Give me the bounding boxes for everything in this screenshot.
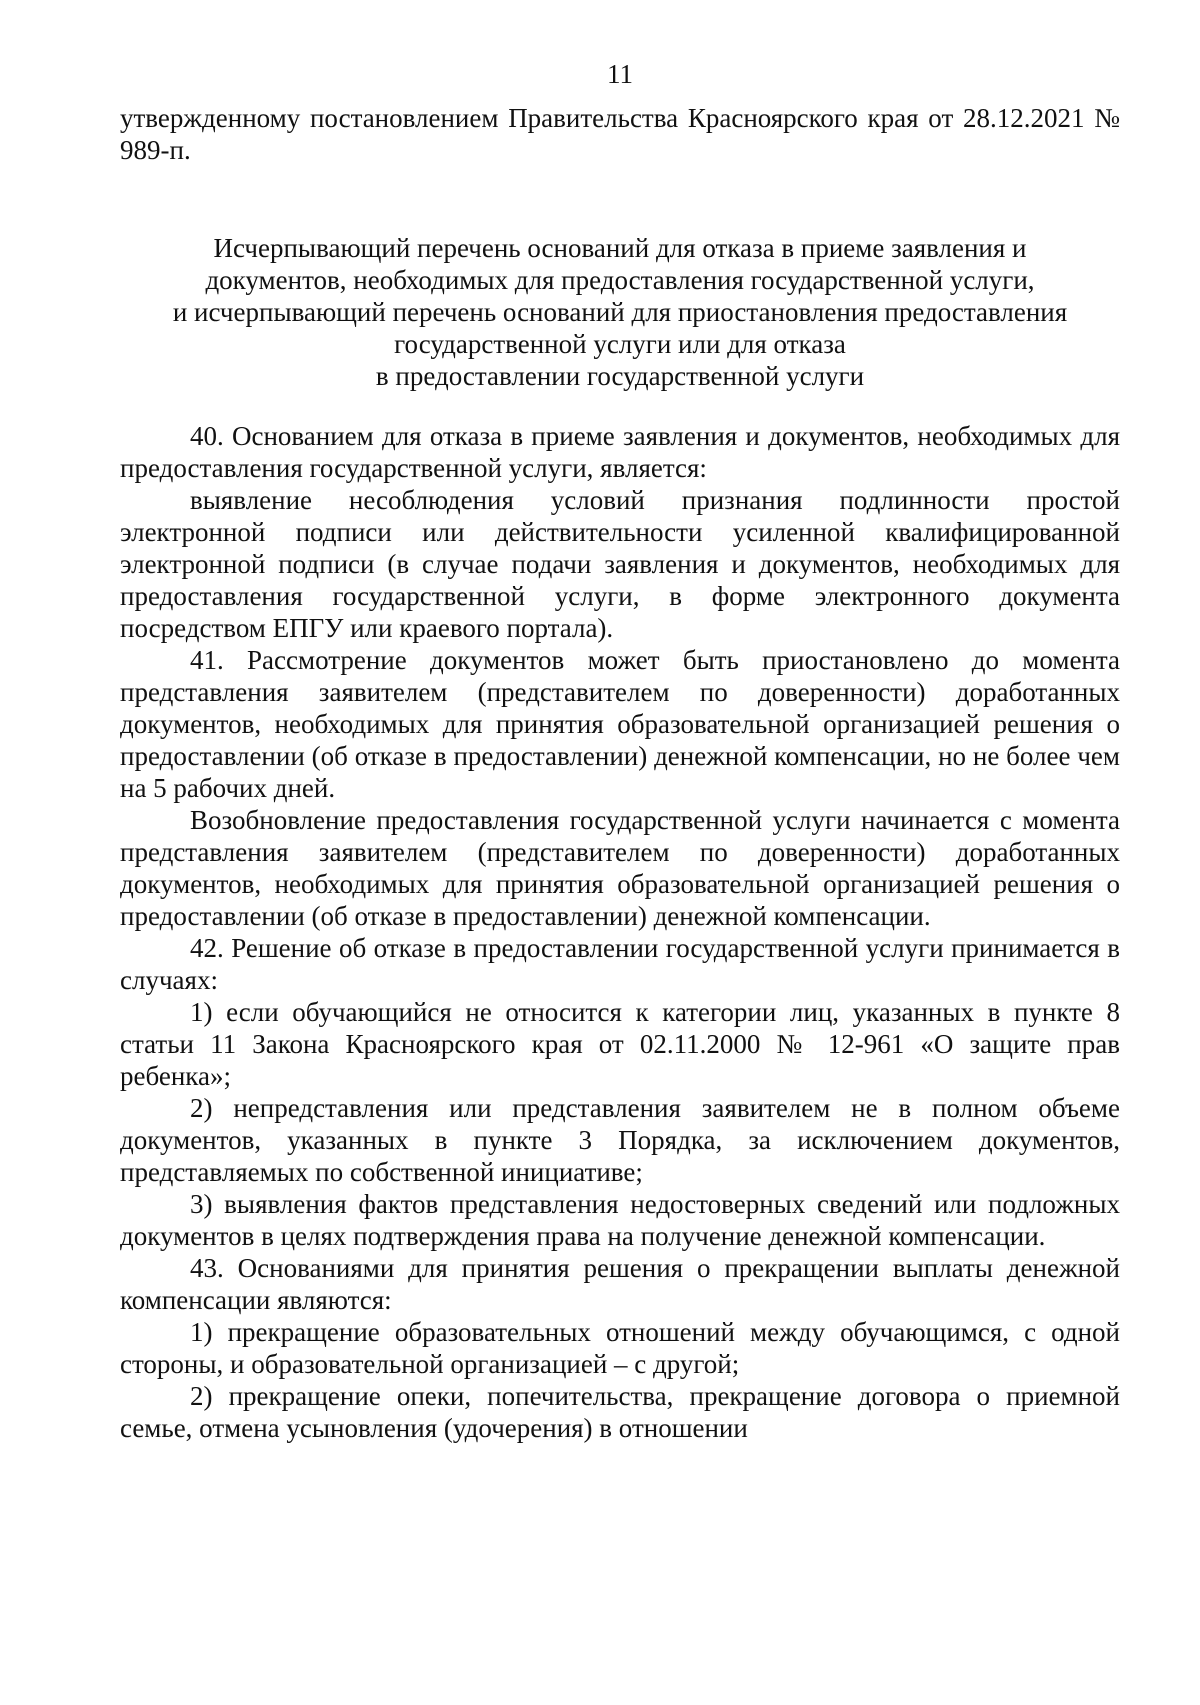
paragraph-42-item-1: 1) если обучающийся не относится к категории лиц, указанных в пункте 8 статьи 11 Закона Красноярского края от 02.11.2000 № 12-961 «О защите прав ребенка»;: [120, 997, 1120, 1091]
heading-line: в предоставлении государственной услуги: [375, 361, 865, 391]
paragraph-42: 42. Решение об отказе в предоставлении государственной услуги принимается в случаях:: [120, 933, 1120, 995]
paragraph-42-item-2: 2) непредставления или представления заявителем не в полном объеме документов, указанных в пункте 3 Порядка, за исключением документов, представляемых по собственной инициативе;: [120, 1093, 1120, 1187]
heading-line: документов, необходимых для предоставления государственной услуги,: [205, 265, 1035, 295]
paragraph-42-item-3: 3) выявления фактов представления недостоверных сведений или подложных документов в целях подтверждения права на получение денежной компенсации.: [120, 1189, 1120, 1251]
document-page: [120, 58, 1120, 1444]
heading-line: и исчерпывающий перечень оснований для приостановления предоставления: [172, 297, 1068, 327]
intro-paragraph: утвержденному постановлением Правительства Красноярского края от 28.12.2021 № 989-п.: [120, 103, 1120, 165]
paragraph-43-item-1: 1) прекращение образовательных отношений между обучающимся, с одной стороны, и образовательной организацией – с другой;: [120, 1317, 1120, 1379]
paragraph-43: 43. Основаниями для принятия решения о прекращении выплаты денежной компенсации являются:: [120, 1253, 1120, 1315]
section-heading: [120, 232, 1120, 392]
heading-line: государственной услуги или для отказа: [394, 329, 846, 359]
paragraph-41: 41. Рассмотрение документов может быть приостановлено до момента представления заявителем (представителем по доверенности) доработанных документов, необходимых для принятия образовательной организацией решения о предоставлении (об отказе в предоставлении) денежной компенсации, но не более чем на 5 рабочих дней.: [120, 645, 1120, 803]
paragraph-40: 40. Основанием для отказа в приеме заявления и документов, необходимых для предоставления государственной услуги, является:: [120, 421, 1120, 483]
paragraph-43-item-2: 2) прекращение опеки, попечительства, прекращение договора о приемной семье, отмена усыновления (удочерения) в отношении: [120, 1381, 1120, 1443]
paragraph-40-item: выявление несоблюдения условий признания подлинности простой электронной подписи или действительности усиленной квалифицированной электронной подписи (в случае подачи заявления и документов, необходимых для предоставления государственной услуги, в форме электронного документа посредством ЕПГУ или краевого портала).: [120, 485, 1120, 643]
paragraph-41-resume: Возобновление предоставления государственной услуги начинается с момента представления заявителем (представителем по доверенности) доработанных документов, необходимых для принятия образовательной организацией решения о предоставлении (об отказе в предоставлении) денежной компенсации.: [120, 805, 1120, 931]
page-number: 11: [607, 59, 633, 89]
heading-line: Исчерпывающий перечень оснований для отказа в приеме заявления и: [213, 233, 1027, 263]
